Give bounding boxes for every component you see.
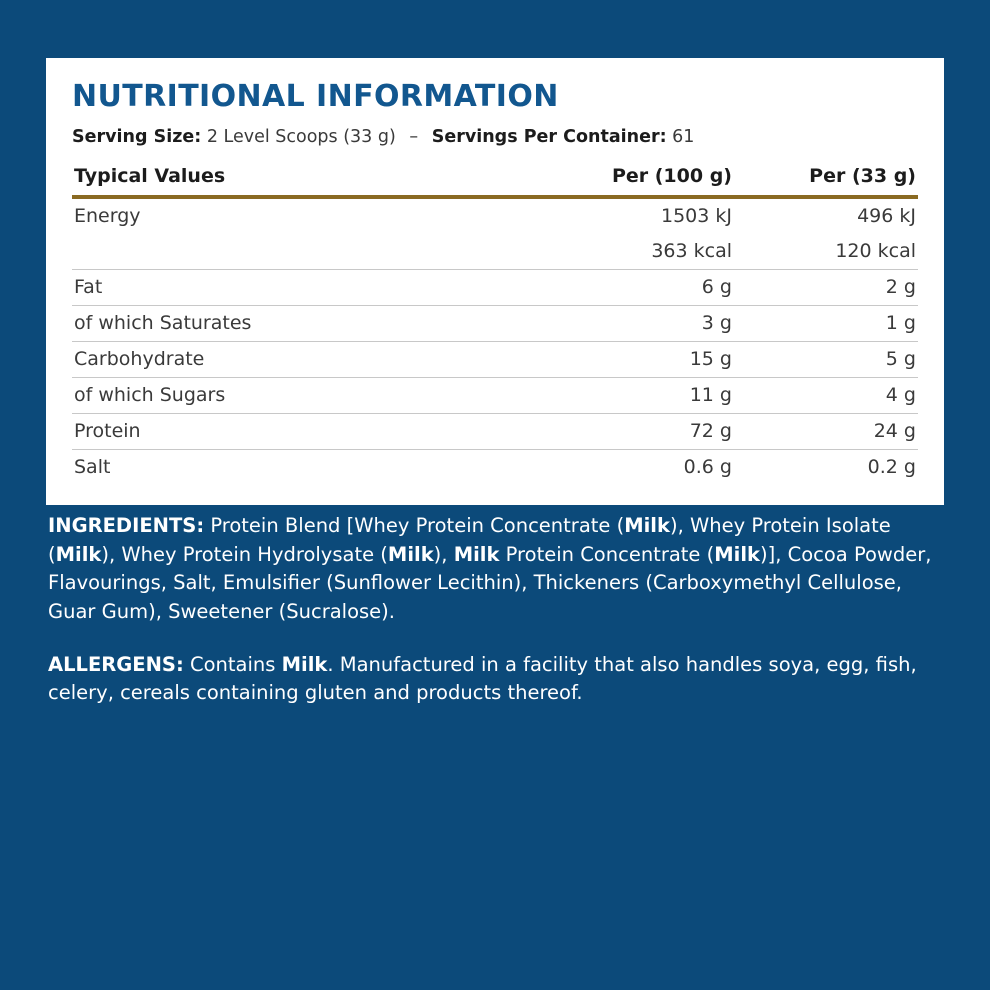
table-row (72, 270, 918, 306)
ingredients-text: Protein Blend [Whey Protein Concentrate (Milk), Whey Protein Isolate (Milk), Whey Protein Hydrolysate (Milk), Milk Protein Concentrate (Milk)], Cocoa Powder, Flavourings, Salt, Emulsifier (Sunflower Lecithin), Thickeners (Carboxymethyl Cellulose, Guar Gum), Sweetener (Sucralose). (48, 514, 932, 623)
table-row (72, 414, 918, 450)
serving-size-value: 2 Level Scoops (33 g) (206, 127, 396, 147)
serving-separator: – (409, 127, 419, 147)
row-value-per-33g: 2 g (734, 270, 918, 306)
allergens-label: ALLERGENS: (48, 652, 184, 676)
column-header-typical-values: Typical Values (72, 159, 540, 197)
row-value-per-33g: 120 kcal (835, 240, 916, 262)
label-footer-text (48, 512, 944, 732)
allergens-block (48, 651, 944, 708)
row-value-per-33g: 0.2 g (734, 450, 918, 486)
nutrition-panel (46, 58, 944, 505)
row-value-per-100g: 11 g (540, 378, 734, 414)
column-header-per-100g: Per (100 g) (540, 159, 734, 197)
row-label (72, 234, 540, 270)
table-row (72, 450, 918, 486)
page-title: NUTRITIONAL INFORMATION (72, 79, 559, 114)
ingredients-block (48, 512, 944, 627)
row-value-per-33g: 5 g (734, 342, 918, 378)
serving-size-label: Serving Size: (72, 127, 202, 147)
row-label: Carbohydrate (72, 342, 540, 378)
row-value-per-33g: 496 kJ (857, 205, 916, 227)
table-row (72, 197, 918, 234)
allergens-text: Contains Milk. Manufactured in a facility that also handles soya, egg, fish, celery, cereals containing gluten and products thereof. (48, 652, 917, 705)
table-row (72, 306, 918, 342)
row-value-per-100g: 72 g (540, 414, 734, 450)
row-value-per-33g: 24 g (734, 414, 918, 450)
row-label: Energy (74, 205, 141, 227)
table-row (72, 234, 918, 270)
row-value-per-100g: 363 kcal (651, 240, 732, 262)
row-value-per-100g: 6 g (540, 270, 734, 306)
nutrition-table-head (72, 159, 918, 197)
row-value-per-100g: 15 g (540, 342, 734, 378)
row-value-per-33g: 4 g (734, 378, 918, 414)
row-label: of which Saturates (72, 306, 540, 342)
table-header-row (72, 159, 918, 197)
row-value-per-33g: 1 g (734, 306, 918, 342)
row-label: Fat (72, 270, 540, 306)
table-row (72, 342, 918, 378)
servings-per-container-value: 61 (672, 127, 695, 147)
column-header-per-33g: Per (33 g) (734, 159, 918, 197)
nutrition-table (72, 159, 918, 485)
row-value-per-100g: 3 g (540, 306, 734, 342)
nutrition-table-body (72, 197, 918, 485)
row-value-per-100g: 0.6 g (540, 450, 734, 486)
row-label: Salt (72, 450, 540, 486)
servings-per-container-label: Servings Per Container: (431, 127, 667, 147)
ingredients-label: INGREDIENTS: (48, 514, 205, 537)
serving-info (72, 127, 918, 147)
row-label: Protein (72, 414, 540, 450)
row-label: of which Sugars (72, 378, 540, 414)
row-value-per-100g: 1503 kJ (661, 205, 732, 227)
table-row (72, 378, 918, 414)
